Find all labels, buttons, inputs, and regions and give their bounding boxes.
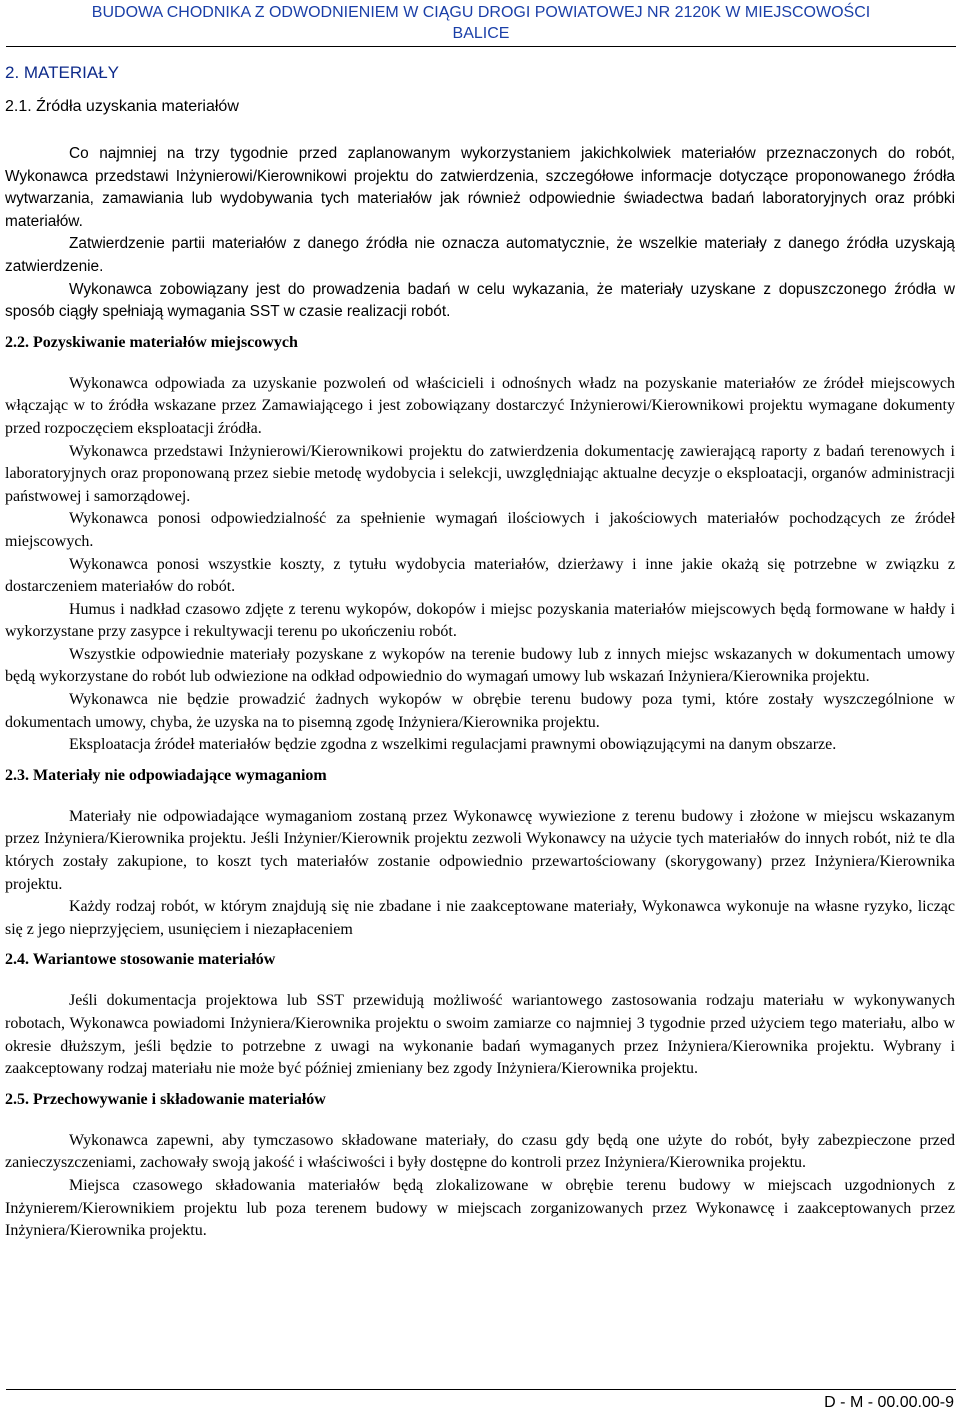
paragraph: Co najmniej na trzy tygodnie przed zaplanowanym wykorzystaniem jakichkolwiek materiałów przeznaczonych do robót, Wykonawca przedstawi Inżynierowi/Kierownikowi projektu do zatwierdzenia, szczegółowe informacje dotyczące proponowanego źródła wytwarzania, zamawiania lub wydobywania tych materiałów jak również odpowiednie świadectwa badań laboratoryjnych oraz próbki materiałów. [5,145,955,230]
paragraph: Każdy rodzaj robót, w którym znajdują się nie zbadane i nie zaakceptowane materiały, Wykonawca wykonuje na własne ryzyko, licząc się z jego nieprzyjęciem, usunięciem i niezapłaceniem [5,898,955,938]
section-local-materials [5,333,955,757]
paragraph: Materiały nie odpowiadające wymaganiom zostaną przez Wykonawcę wywiezione z terenu budowy i złożone w miejscu wskazanym przez Inżyniera/Kierownika projektu. Jeśli Inżynier/Kierownik projektu zezwoli Wykonawcy na użycie tych materiałów do innych robót, niż te dla których zostały zakupione, to koszt tych materiałów zostanie odpowiednio przewartościowany (skorygowany) przez Inżyniera/Kierownika projektu. [5,807,955,893]
paragraph: Wykonawca przedstawi Inżynierowi/Kierownikowi projektu do zatwierdzenia dokumentację zawierającą raporty z badań terenowych i laboratoryjnych oraz proponowaną przez siebie metodę wydobycia i selekcji, uwzględniając aktualne decyzje o eksploatacji, organów administracji państwowej i samorządowej. [5,442,955,505]
header-title-line1: BUDOWA CHODNIKA Z ODWODNIENIEM W CIĄGU DROGI POWIATOWEJ NR 2120K W MIEJSCOWOŚCI [91,4,871,21]
header-divider [6,46,956,47]
paragraph: Wykonawca odpowiada za uzyskanie pozwoleń od właścicieli i odnośnych władz na pozyskanie materiałów ze źródeł miejscowych włączając w to źródła wskazane przez Zamawiającego i jest zobowiązany dostarczyć Inżynierowi/Kierownikowi projektu wymagane dokumenty przed rozpoczęciem eksploatacji źródła. [5,374,955,437]
paragraph: Zatwierdzenie partii materiałów z danego źródła nie oznacza automatycznie, że wszelkie materiały z danego źródła uzyskają zatwierdzenie. [5,235,955,275]
section-storage [5,1090,955,1243]
document-header [6,2,956,44]
page-code: D - M - 00.00.00-9 [824,1394,954,1411]
paragraph: Eksploatacja źródeł materiałów będzie zgodna z wszelkimi regulacjami prawnymi obowiązującymi na danym obszarze. [69,736,837,754]
section-noncompliant-materials [5,766,955,942]
paragraph: Jeśli dokumentacja projektowa lub SST przewidują możliwość wariantowego zastosowania rodzaju materiału w wykonywanych robotach, Wykonawca powiadomi Inżyniera/Kierownika projektu o swoim zamiarze co najmniej 3 tygodnie przed użyciem tego materiału, albo w okresie dłuższym, jeśli będzie to potrzebne z uwagi na wykonanie badań wymaganych przez Inżyniera/Kierownika projektu. Wybrany i zaakceptowany rodzaj materiału nie może być później zmieniany bez zgody Inżyniera/Kierownika projektu. [5,992,955,1078]
section-title: 2.5. Przechowywanie i składowanie materiałów [5,1090,326,1108]
header-title-line2: BALICE [452,25,510,42]
section-sources [5,96,955,324]
footer-divider [6,1389,956,1390]
chapter-title: 2. MATERIAŁY [5,63,119,82]
paragraph: Wykonawca ponosi wszystkie koszty, z tytułu wydobycia materiałów, dzierżawy i inne jakie okażą się potrzebne w związku z dostarczeniem materiałów do robót. [5,555,955,596]
section-title: 2.2. Pozyskiwanie materiałów miejscowych [5,333,298,351]
paragraph: Wykonawca zobowiązany jest do prowadzenia badań w celu wykazania, że materiały uzyskane z dopuszczonego źródła w sposób ciągły spełniają wymagania SST w czasie realizacji robót. [5,280,955,321]
section-title: 2.1. Źródła uzyskania materiałów [5,98,239,115]
section-title: 2.3. Materiały nie odpowiadające wymaganiom [5,766,327,784]
paragraph: Wykonawca ponosi odpowiedzialność za spełnienie wymagań ilościowych i jakościowych materiałów pochodzących ze źródeł miejscowych. [5,510,955,550]
paragraph: Humus i nadkład czasowo zdjęte z terenu wykopów, dokopów i miejsc pozyskania materiałów miejscowych będą formowane w hałdy i wykorzystane przy zasypce i rekultywacji terenu po ukończeniu robót. [5,600,955,641]
document-body [5,62,955,1252]
section-title: 2.4. Wariantowe stosowanie materiałów [5,951,276,969]
paragraph: Wszystkie odpowiednie materiały pozyskane z wykopów na terenie budowy lub z innych miejsc wskazanych w dokumentach umowy będą wykorzystane do robót lub odwiezione na odkład odpowiednio do wymagań umowy lub wskazań Inżyniera/Kierownika projektu. [5,645,955,686]
section-variant-materials [5,950,955,1080]
paragraph: Wykonawca nie będzie prowadzić żadnych wykopów w obrębie terenu budowy poza tymi, które zostały wyszczególnione w dokumentach umowy, chyba, że uzyska na to pisemną zgodę Inżyniera/Kierownika projektu. [5,691,955,731]
paragraph: Wykonawca zapewni, aby tymczasowo składowane materiały, do czasu gdy będą one użyte do robót, były zabezpieczone przed zanieczyszczeniami, zachowały swoją jakość i właściwości i były dostępne do kontroli przez Inżyniera/Kierownika projektu. [5,1131,955,1172]
paragraph: Miejsca czasowego składowania materiałów będą zlokalizowane w obrębie terenu budowy w miejscach uzgodnionych z Inżynierem/Kierownikiem projektu lub poza terenem budowy w miejscach zorganizowanych przez Wykonawcę i zaakceptowanych przez Inżyniera/Kierownika projektu. [5,1176,955,1240]
